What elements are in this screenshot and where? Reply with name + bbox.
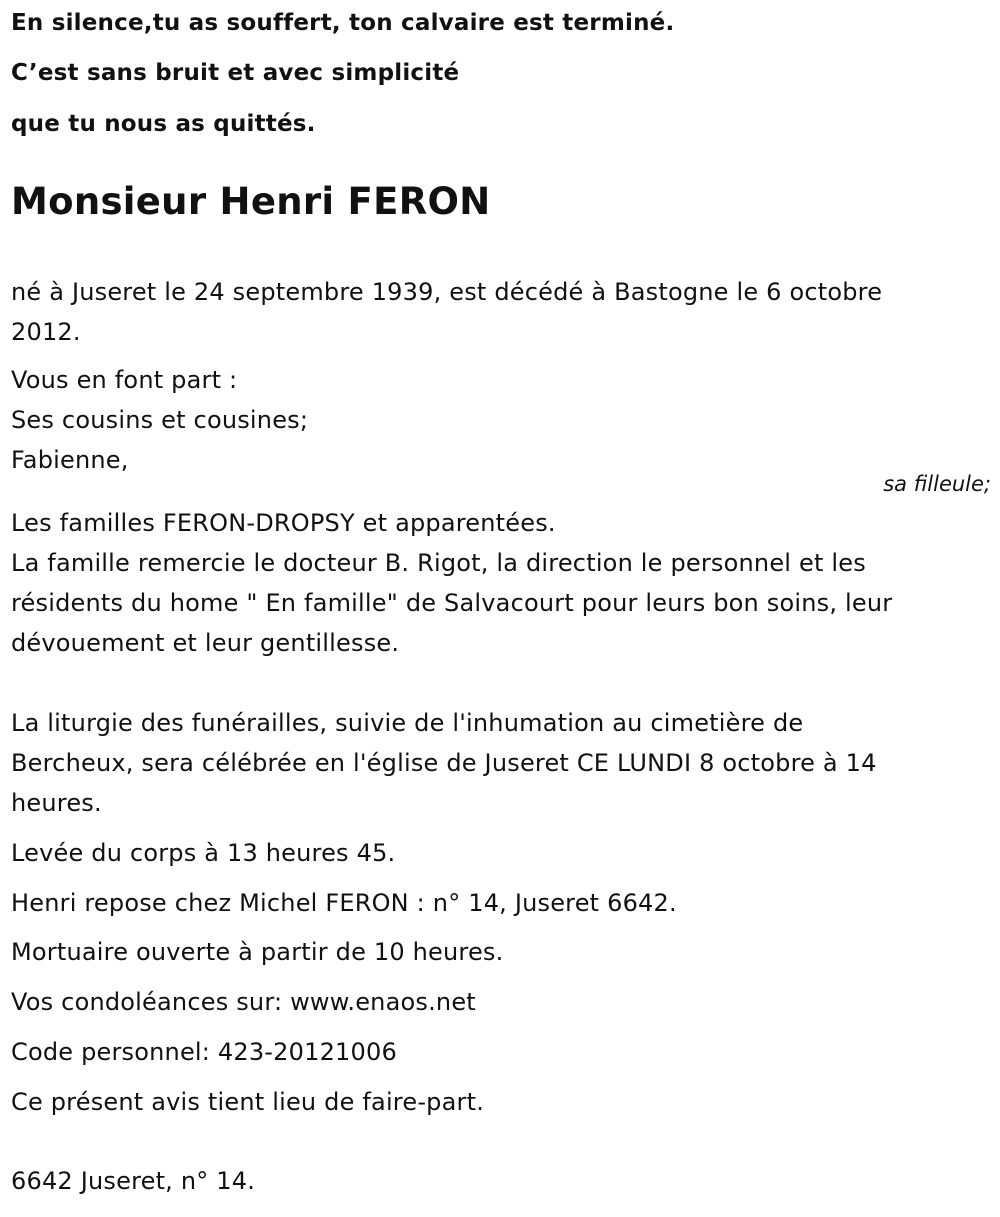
- verse-line-1: En silence,tu as souffert, ton calvaire est terminé.: [11, 10, 675, 36]
- deceased-name: Monsieur Henri FERON: [11, 180, 491, 223]
- thanks-line-1: La famille remercie le docteur B. Rigot, la direction le personnel et les: [11, 549, 866, 577]
- liturgy-line-3: heures.: [11, 789, 102, 817]
- mortuary-hours: Mortuaire ouverte à partir de 10 heures.: [11, 938, 504, 966]
- family-cousins: Ses cousins et cousines;: [11, 406, 309, 434]
- address-line: 6642 Juseret, n° 14.: [11, 1167, 256, 1195]
- family-fabienne: Fabienne,: [11, 446, 129, 474]
- family-fabienne-relation: sa filleule;: [883, 472, 991, 496]
- birth-death-line-1: né à Juseret le 24 septembre 1939, est décédé à Bastogne le 6 octobre: [11, 278, 883, 306]
- levee-du-corps: Levée du corps à 13 heures 45.: [11, 839, 396, 867]
- birth-death-line-2: 2012.: [11, 318, 81, 346]
- family-feron-dropsy: Les familles FERON-DROPSY et apparentées.: [11, 509, 556, 537]
- thanks-line-2: résidents du home " En famille" de Salvacourt pour leurs bon soins, leur: [11, 589, 893, 617]
- rest-location: Henri repose chez Michel FERON : n° 14, Juseret 6642.: [11, 889, 677, 917]
- faire-part-notice: Ce présent avis tient lieu de faire-part.: [11, 1088, 485, 1116]
- announcement-intro: Vous en font part :: [11, 366, 238, 394]
- personal-code: Code personnel: 423-20121006: [11, 1038, 397, 1066]
- liturgy-line-2: Bercheux, sera célébrée en l'église de Juseret CE LUNDI 8 octobre à 14: [11, 749, 877, 777]
- verse-line-3: que tu nous as quittés.: [11, 111, 316, 137]
- liturgy-line-1: La liturgie des funérailles, suivie de l'inhumation au cimetière de: [11, 709, 804, 737]
- thanks-line-3: dévouement et leur gentillesse.: [11, 629, 400, 657]
- condolences-link[interactable]: Vos condoléances sur: www.enaos.net: [11, 988, 476, 1016]
- verse-line-2: C’est sans bruit et avec simplicité: [11, 60, 460, 86]
